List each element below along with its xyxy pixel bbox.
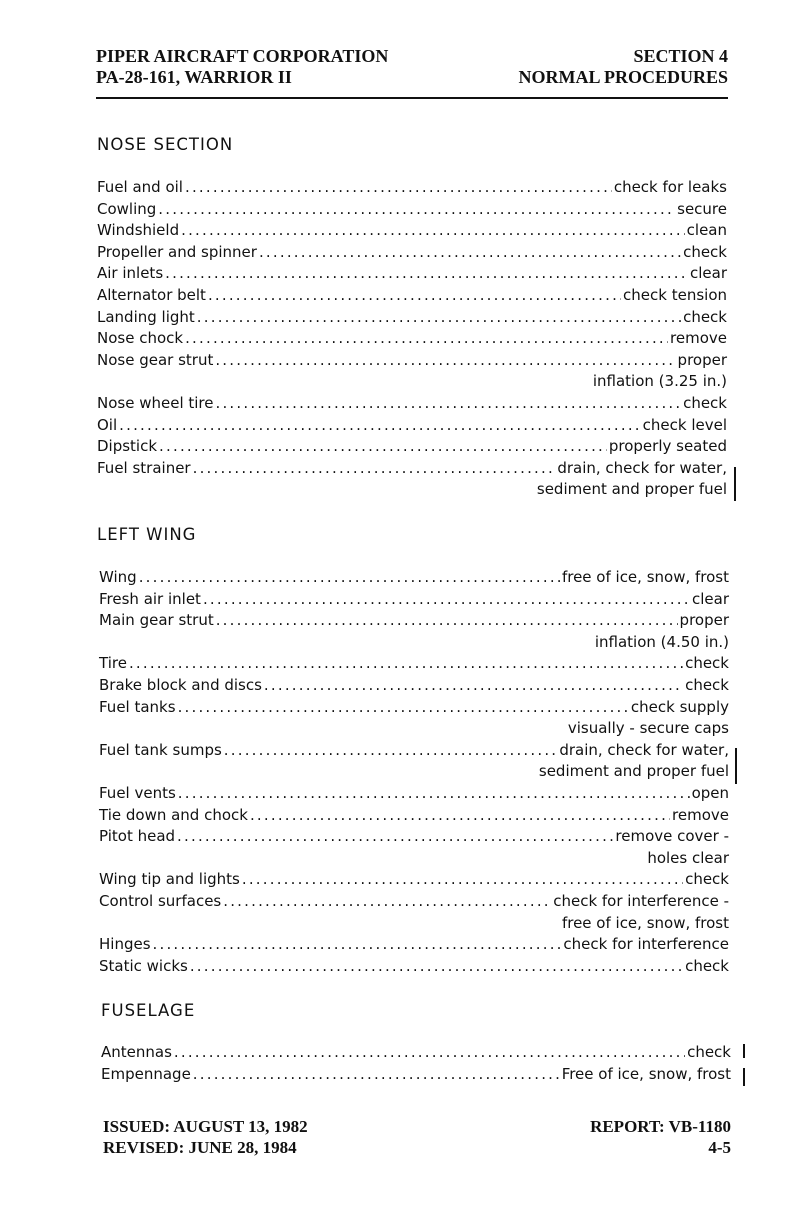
checklist-item — [97, 264, 727, 286]
dot-leader — [174, 1043, 685, 1061]
item-action: remove — [672, 805, 729, 824]
item-action: properly seated — [608, 437, 727, 456]
item-label: Alternator belt — [97, 285, 206, 304]
item-action: check tension — [623, 285, 727, 304]
item-action: check — [687, 1043, 731, 1061]
checklist-item — [101, 1043, 731, 1065]
item-label: Air inlets — [97, 264, 164, 283]
footer-revised: REVISED: JUNE 28, 1984 — [103, 1138, 297, 1157]
item-action: check for interference - — [553, 891, 729, 910]
item-label: Fuel tanks — [99, 697, 176, 716]
dot-leader — [185, 178, 612, 196]
item-action: free of ice, snow, frost — [561, 568, 729, 586]
item-label: Control surfaces — [99, 891, 222, 910]
item-action: check — [685, 675, 729, 694]
item-label: Fuel strainer — [97, 458, 191, 477]
item-action: check — [683, 393, 727, 412]
checklist-item — [97, 437, 727, 459]
checklist-item — [99, 590, 729, 612]
item-label: Propeller and spinner — [97, 242, 257, 261]
item-label: Landing light — [97, 307, 195, 326]
item-action: open — [691, 783, 729, 802]
item-action: Free of ice, snow, frost — [561, 1064, 731, 1083]
item-label: Fresh air inlet — [99, 589, 201, 608]
item-action: clear — [689, 264, 727, 283]
dot-leader — [203, 590, 690, 608]
item-label: Static wicks — [99, 956, 188, 975]
dot-leader — [242, 870, 683, 888]
item-action: check level — [642, 415, 727, 434]
footer-report: REPORT: VB-1180 — [590, 1117, 731, 1136]
dot-leader — [193, 1065, 560, 1083]
checklist-item — [99, 957, 729, 979]
checklist-item — [97, 394, 727, 416]
dot-leader — [177, 827, 613, 845]
item-label: Nose chock — [97, 329, 184, 348]
checklist-nose — [97, 178, 727, 502]
dot-leader — [215, 351, 675, 369]
checklist-item — [97, 243, 727, 265]
dot-leader — [165, 264, 688, 282]
item-action-continuation: inflation (3.25 in.) — [592, 372, 727, 391]
checklist-item — [97, 221, 727, 243]
item-action: clean — [686, 221, 727, 240]
checklist-item — [99, 806, 729, 828]
dot-leader — [216, 611, 678, 629]
item-action: check supply — [630, 697, 729, 716]
header-company: PIPER AIRCRAFT CORPORATION — [96, 46, 389, 66]
checklist-item — [97, 178, 727, 200]
checklist-item — [99, 698, 729, 720]
item-action-continuation: visually - secure caps — [567, 719, 729, 738]
item-label: Empennage — [101, 1064, 191, 1083]
item-action-continuation: sediment and proper fuel — [536, 480, 727, 499]
checklist-item — [99, 935, 729, 957]
item-action: proper — [677, 350, 727, 369]
item-label: Antennas — [101, 1043, 172, 1061]
item-label: Nose gear strut — [97, 350, 214, 369]
page-footer — [103, 1116, 731, 1158]
item-label: Cowling — [97, 199, 157, 218]
dot-leader — [259, 243, 681, 261]
item-action: check — [683, 242, 727, 261]
item-action: remove cover - — [615, 827, 729, 846]
item-label: Hinges — [99, 935, 151, 954]
dot-leader — [178, 698, 629, 716]
footer-page-number: 4-5 — [708, 1138, 731, 1157]
header-section-title: NORMAL PROCEDURES — [518, 67, 728, 87]
revision-bar — [734, 467, 736, 501]
item-label: Tire — [99, 654, 127, 673]
section-title-left-wing: LEFT WING — [97, 525, 197, 544]
dot-leader — [193, 459, 556, 477]
item-label: Wing — [99, 568, 137, 586]
item-action-continuation: sediment and proper fuel — [538, 762, 729, 781]
item-action: check — [685, 654, 729, 673]
item-action-continuation: holes clear — [647, 848, 729, 867]
checklist-item — [97, 459, 727, 481]
checklist-item — [99, 784, 729, 806]
checklist-item — [97, 308, 727, 330]
item-action: remove — [670, 329, 727, 348]
item-action: check for leaks — [613, 178, 727, 196]
dot-leader — [178, 784, 690, 802]
item-label: Tie down and chock — [99, 805, 248, 824]
dot-leader — [190, 957, 683, 975]
item-action: check — [683, 307, 727, 326]
checklist-item — [97, 329, 727, 351]
item-label: Fuel and oil — [97, 178, 183, 196]
page-header — [96, 46, 728, 88]
checklist-item — [99, 611, 729, 633]
dot-leader — [208, 286, 621, 304]
item-label: Wing tip and lights — [99, 870, 240, 889]
section-title-nose: NOSE SECTION — [97, 135, 234, 154]
checklist-item — [99, 892, 729, 914]
checklist-item — [99, 676, 729, 698]
checklist-item — [99, 870, 729, 892]
checklist-item — [99, 741, 729, 763]
item-label: Nose wheel tire — [97, 393, 214, 412]
revision-bar — [735, 748, 737, 784]
item-action: drain, check for water, — [557, 458, 727, 477]
dot-leader — [158, 200, 675, 218]
item-action: check for interference — [563, 935, 729, 954]
checklist-item — [97, 286, 727, 308]
item-label: Brake block and discs — [99, 675, 262, 694]
item-action: proper — [679, 611, 729, 630]
dot-leader — [223, 892, 551, 910]
revision-bar — [743, 1068, 745, 1086]
item-label: Main gear strut — [99, 611, 214, 630]
item-label: Oil — [97, 415, 118, 434]
dot-leader — [129, 654, 683, 672]
item-label: Dipstick — [97, 437, 158, 456]
dot-leader — [153, 935, 562, 953]
checklist-item — [99, 827, 729, 849]
checklist-fuselage — [101, 1043, 731, 1086]
dot-leader — [139, 568, 560, 586]
item-action: drain, check for water, — [559, 740, 729, 759]
dot-leader — [216, 394, 682, 412]
item-action-continuation: inflation (4.50 in.) — [594, 632, 729, 651]
dot-leader — [119, 416, 640, 434]
footer-issued: ISSUED: AUGUST 13, 1982 — [103, 1117, 308, 1136]
checklist-item — [99, 568, 729, 590]
item-action: clear — [691, 589, 729, 608]
checklist-item — [97, 200, 727, 222]
header-section-number: SECTION 4 — [633, 46, 728, 66]
dot-leader — [159, 437, 607, 455]
item-label: Fuel tank sumps — [99, 740, 222, 759]
checklist-item — [97, 416, 727, 438]
dot-leader — [224, 741, 558, 759]
dot-leader — [181, 221, 685, 239]
dot-leader — [197, 308, 681, 326]
header-model: PA-28-161, WARRIOR II — [96, 67, 292, 87]
item-label: Pitot head — [99, 827, 176, 846]
item-label: Windshield — [97, 221, 180, 240]
item-action: secure — [677, 199, 727, 218]
item-action: check — [685, 956, 729, 975]
dot-leader — [250, 806, 670, 824]
item-action-continuation: free of ice, snow, frost — [561, 913, 729, 932]
checklist-item — [99, 654, 729, 676]
header-rule — [96, 97, 728, 99]
dot-leader — [264, 676, 683, 694]
item-label: Fuel vents — [99, 783, 176, 802]
section-title-fuselage: FUSELAGE — [101, 1001, 196, 1020]
item-action: check — [685, 870, 729, 889]
checklist-left-wing — [99, 568, 729, 978]
checklist-item — [101, 1065, 731, 1087]
revision-bar — [743, 1044, 745, 1058]
dot-leader — [185, 329, 668, 347]
checklist-item — [97, 351, 727, 373]
